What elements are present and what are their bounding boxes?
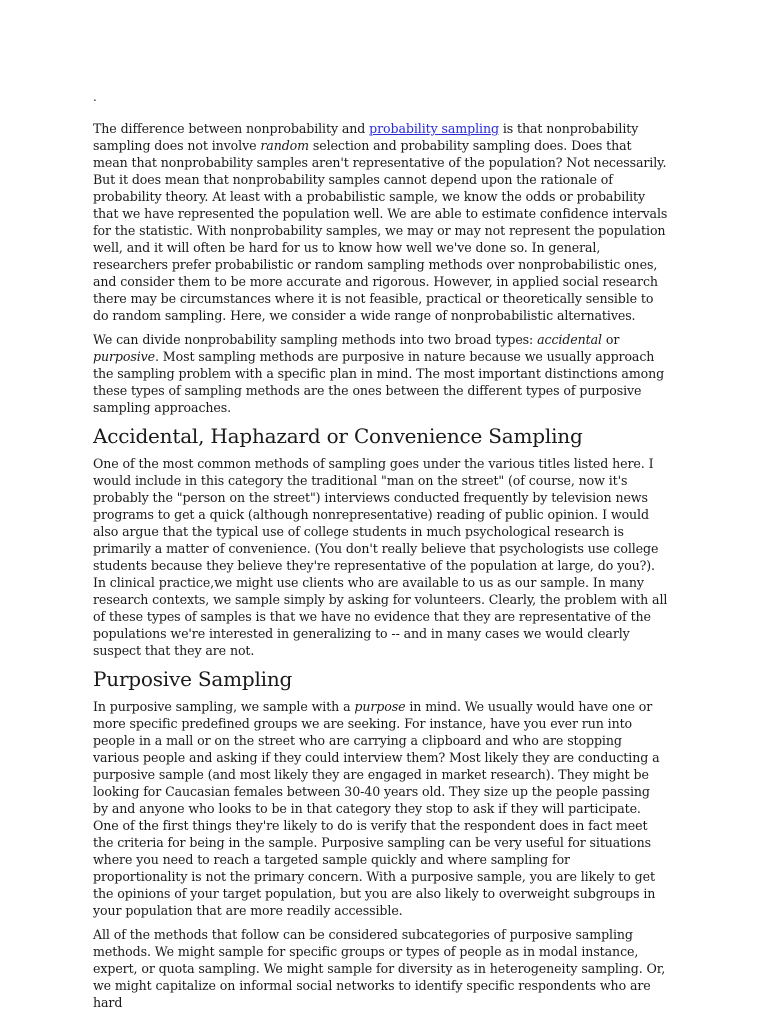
purposive-text-a: In purposive sampling, we sample with a xyxy=(93,699,355,714)
intro-emphasis-random: random xyxy=(260,138,310,153)
stray-dot: . xyxy=(93,90,97,104)
intro-text-b: is that nonprobability sampling does not involve xyxy=(93,121,639,153)
intro-paragraph-2 xyxy=(93,331,668,416)
probability-sampling-link[interactable]: probability sampling xyxy=(369,121,499,136)
intro-text-c: selection and probability sampling does. Does that mean that nonprobability samples aren't representative of the population? Not necessarily. But it does mean that nonprobability samples cannot depend upon the rationale of probability theory. At least with a probabilistic sample, we know the odds or probability that we have represented the population well. We are able to estimate confidence intervals for the statistic. With nonprobability samples, we may or may not represent the population well, and it will often be hard for us to know how well we've done so. In general, researchers prefer probabilistic or random sampling methods over nonprobabilistic ones, and consider them to be more accurate and rigorous. However, in applied social research there may be circumstances where it is not feasible, practical or theoretically sensible to do random sampling. Here, we consider a wide range of nonprobabilistic alternatives. xyxy=(93,138,668,323)
purposive-text-b: in mind. We usually would have one or more specific predefined groups we are seeking. For instance, have you ever run into people in a mall or on the street who are carrying a clipboard and who are stopping various people and asking if they could interview them? Most likely they are conducting a purposive sample (and most likely they are engaged in market research). They might be looking for Caucasian females between 30-40 years old. They size up the people passing by and anyone who looks to be in that category they stop to ask if they will participate. One of the first things they're likely to do is verify that the respondent does in fact meet the criteria for being in the sample. Purposive sampling can be very useful for situations where you need to reach a targeted sample quickly and where sampling for proportionality is not the primary concern. With a purposive sample, you are likely to get the opinions of your target population, but you are also likely to overweight subgroups in your population that are more readily accessible. xyxy=(93,699,660,918)
accidental-paragraph: One of the most common methods of sampling goes under the various titles listed here. I would include in this category the traditional "man on the street" (of course, now it's probably the "person on the street") interviews conducted frequently by television news programs to get a quick (although nonrepresentative) reading of public opinion. I would also argue that the typical use of college students in much psychological research is primarily a matter of convenience. (You don't really believe that psychologists use college students because they believe they're representative of the population at large, do you?). In clinical practice,we might use clients who are available to us as our sample. In many research contexts, we sample simply by asking for volunteers. Clearly, the problem with all of these types of samples is that we have no evidence that they are representative of the populations we're interested in generalizing to -- and in many cases we would clearly suspect that they are not. xyxy=(93,456,668,658)
intro2-text-b: or xyxy=(601,332,620,347)
intro-paragraph-1 xyxy=(93,120,668,324)
intro2-emphasis-accidental: accidental xyxy=(537,332,602,347)
heading-accidental-sampling: Accidental, Haphazard or Convenience Sampling xyxy=(93,424,583,448)
intro2-text-a: We can divide nonprobability sampling methods into two broad types: xyxy=(93,332,538,347)
document-page xyxy=(93,90,668,1018)
purposive-paragraph-1 xyxy=(93,698,668,919)
intro2-text-c: . Most sampling methods are purposive in nature because we usually approach the sampling problem with a specific plan in mind. The most important distinctions among these types of sampling methods are the ones between the different types of purposive sampling approaches. xyxy=(93,349,665,415)
intro-text-a: The difference between nonprobability and xyxy=(93,121,370,136)
intro2-emphasis-purposive: purposive xyxy=(93,349,155,364)
heading-purposive-sampling: Purposive Sampling xyxy=(93,667,293,691)
purposive-emphasis-purpose: purpose xyxy=(354,699,406,714)
purposive-paragraph-2: All of the methods that follow can be considered subcategories of purposive sampling methods. We might sample for specific groups or types of people as in modal instance, expert, or quota sampling. We might sample for diversity as in heterogeneity sampling. Or, we might capitalize on informal social networks to identify specific respondents who are hard xyxy=(93,927,666,1010)
